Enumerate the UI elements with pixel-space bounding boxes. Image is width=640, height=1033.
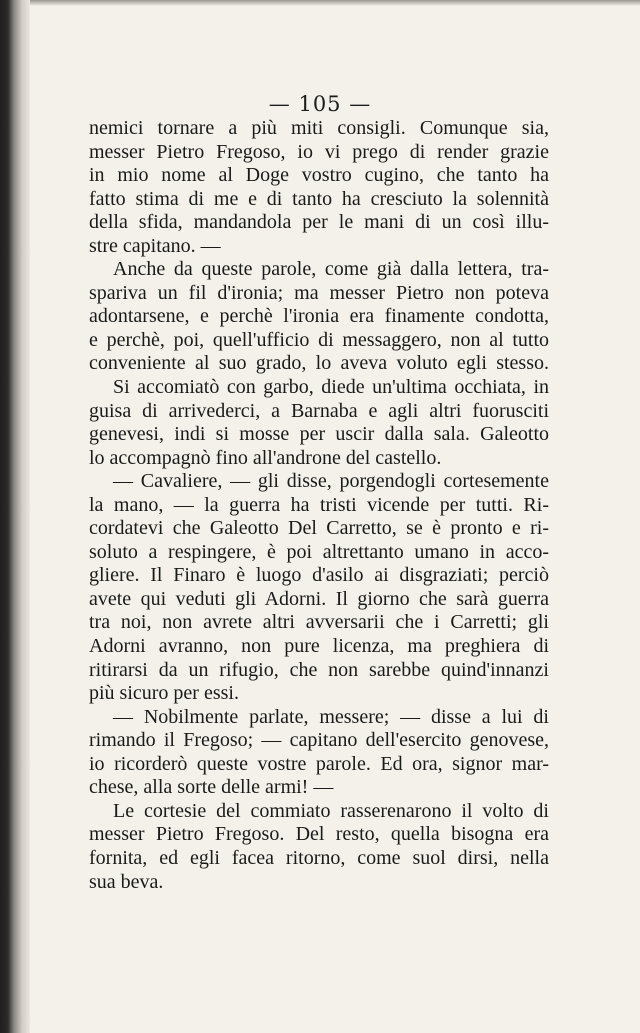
text-line: — Cavaliere, — gli disse, porgendogli cortesemente [113,470,549,493]
text-line: genevesi, indi si mosse per uscir dalla sala. Galeotto [89,423,549,446]
page-top-edge [30,0,640,6]
text-line: avete qui veduti gli Adorni. Il giorno che sarà guerra [89,587,549,610]
text-line: messer Pietro Fregoso. Del resto, quella bisogna era [89,823,549,846]
text-line: fatto stima di me e di tanto ha cresciuto la solennità [89,187,549,210]
text-line: e perchè, poi, quell'ufficio di messaggero, non al tutto [89,328,549,351]
text-line: gliere. Il Finaro è luogo d'asilo ai disgraziati; perciò [89,564,549,587]
text-line: più sicuro per essi. [89,682,239,705]
text-line: nemici tornare a più miti consigli. Comunque sia, [89,117,549,139]
text-line: stre capitano. — [89,234,221,257]
body-text [89,117,549,894]
text-line: lo accompagnò fino all'androne del castello. [89,446,442,469]
text-line: fornita, ed egli facea ritorno, come suol dirsi, nella [89,846,549,869]
text-line: Adorni avranno, non pure licenza, ma preghiera di [89,635,549,658]
text-line: chese, alla sorte delle armi! — [89,776,334,799]
text-line: messer Pietro Fregoso, io vi prego di render grazie [89,140,549,163]
text-line: la mano, — la guerra ha tristi vicende per tutti. Ri- [89,493,549,516]
text-line: cordatevi che Galeotto Del Carretto, se è pronto e ri- [89,517,549,540]
text-line: soluto a respingere, è poi altrettanto umano in acco- [89,540,549,563]
text-line: Anche da queste parole, come già dalla lettera, tra- [113,258,549,281]
text-line: Le cortesie del commiato rasserenarono il volto di [113,799,549,822]
page-number: — 105 — [268,92,372,116]
text-line: tra noi, non avrete altri avversarii che i Carretti; gli [89,611,549,634]
text-line: Si accomiatò con garbo, diede un'ultima occhiata, in [113,376,549,399]
text-line: — Nobilmente parlate, messere; — disse a lui di [113,705,549,728]
text-line: guisa di arrivederci, a Barnaba e agli altri fuorusciti [89,399,549,422]
text-line: adontarsene, e perchè l'ironia era finamente condotta, [89,305,549,328]
text-line: in mio nome al Doge vostro cugino, che tanto ha [89,164,549,187]
text-line: conveniente al suo grado, lo aveva voluto egli stesso. [89,352,549,375]
text-line: rimando il Fregoso; — capitano dell'esercito genovese, [89,729,549,752]
text-line: ritirarsi da un rifugio, che non sarebbe quind'innanzi [89,658,549,681]
text-line: spariva un fil d'ironia; ma messer Pietro non poteva [89,281,549,304]
text-line: sua beva. [89,870,164,893]
book-spine-shadow [0,0,30,1033]
text-line: della sfida, mandandola per le mani di un così illu- [89,211,549,234]
text-line: io ricorderò queste vostre parole. Ed ora, signor mar- [89,752,549,775]
